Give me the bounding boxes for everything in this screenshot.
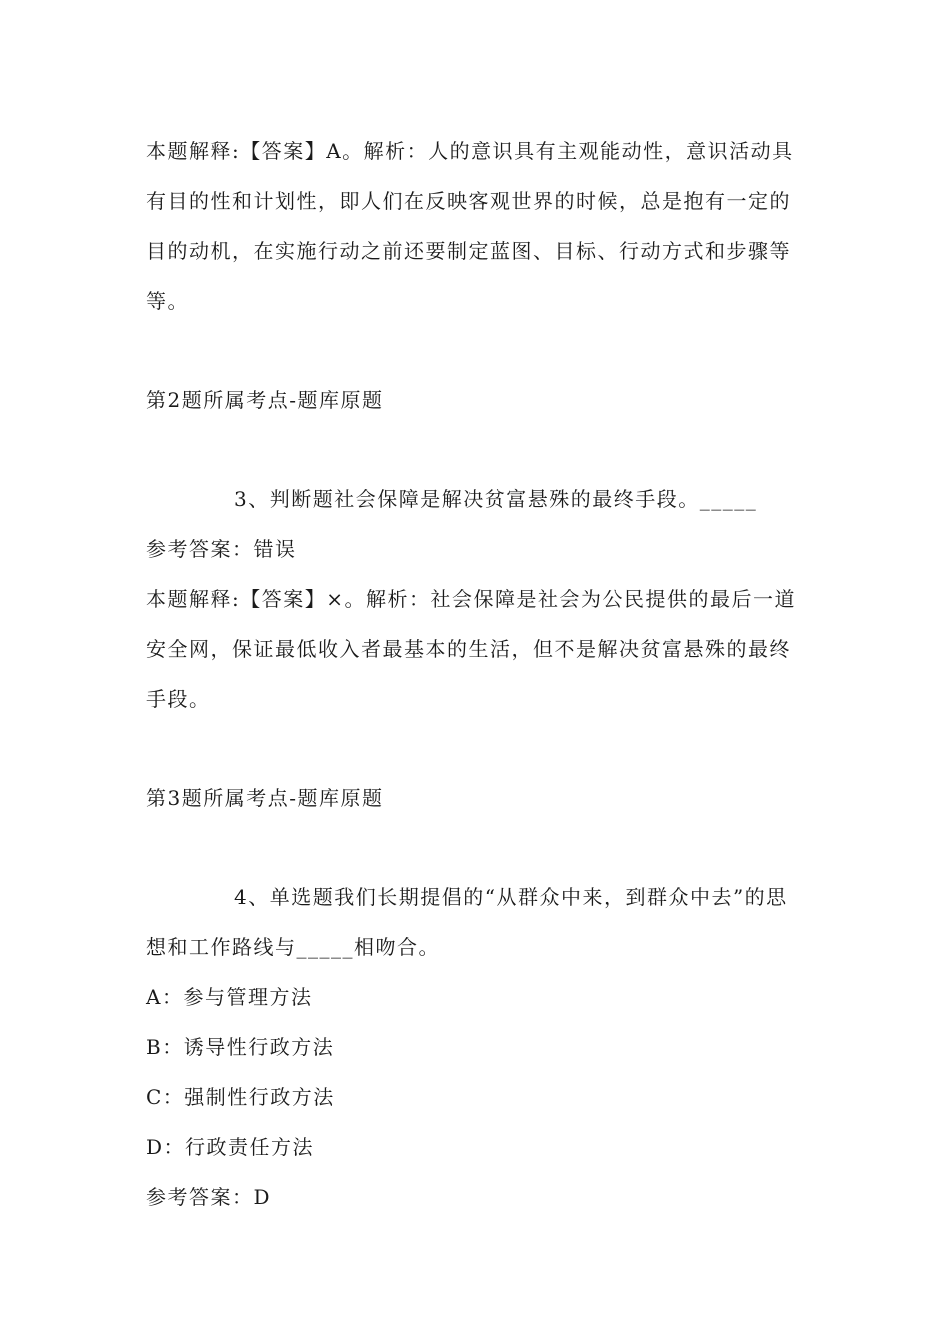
q4-option-a: A：参与管理方法 — [146, 985, 313, 1009]
q3-question: 3、判断题社会保障是解决贫富悬殊的最终手段。_____ — [234, 487, 758, 511]
q4-option-c: C：强制性行政方法 — [146, 1085, 335, 1109]
q2-source-label: 第2题所属考点-题库原题 — [146, 388, 384, 412]
q2-explanation: 本题解释:【答案】A。解析：人的意识具有主观能动性，意识活动具有目的性和计划性，即人们在反映客观世界的时候，总是抱有一定的目的动机，在实施行动之前还要制定蓝图、目标、行动方式和步骤等等。 — [146, 139, 794, 313]
q4-option-b: B：诱导性行政方法 — [146, 1035, 335, 1059]
q4-question: 4、单选题我们长期提倡的“从群众中来，到群众中去”的思想和工作路线与_____相吻合。 — [146, 885, 788, 959]
q3-answer: 参考答案：错误 — [146, 537, 297, 561]
q3-explanation: 本题解释:【答案】×。解析：社会保障是社会为公民提供的最后一道安全网，保证最低收入者最基本的生活，但不是解决贫富悬殊的最终手段。 — [146, 587, 796, 711]
q4-answer: 参考答案：D — [146, 1185, 272, 1209]
q4-option-d: D：行政责任方法 — [146, 1135, 315, 1159]
q3-source-label: 第3题所属考点-题库原题 — [146, 786, 384, 810]
